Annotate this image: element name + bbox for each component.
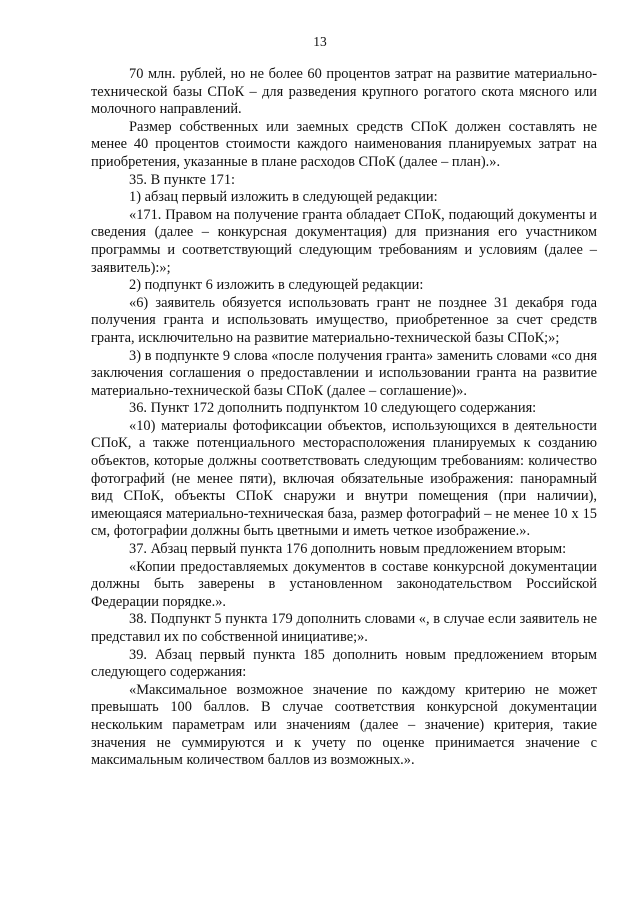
paragraph: 70 млн. рублей, но не более 60 процентов затрат на развитие материально-технической базы СПоК – для разведения крупного рогатого скота мясного или молочного направлений. [91,66,597,118]
paragraph: 36. Пункт 172 дополнить подпунктом 10 следующего содержания: [129,400,537,417]
paragraph: 37. Абзац первый пункта 176 дополнить новым предложением вторым: [129,541,567,558]
paragraph: 3) в подпункте 9 слова «после получения гранта» заменить словами «со дня заключения соглашения о предоставлении и использовании гранта на развитие материально-технической базы СПоК (далее – соглашение)». [91,347,597,399]
paragraph: 39. Абзац первый пункта 185 дополнить новым предложением вторым следующего содержания: [91,646,597,681]
paragraph: 1) абзац первый изложить в следующей редакции: [129,189,438,206]
paragraph: «Максимальное возможное значение по каждому критерию не может превышать 100 баллов. В случае соответствия конкурсной документации нескольким параметрам или значениям (далее – значение) критерия, такие значения не суммируются и к учету по оценке принимается значение с максимальным количеством баллов из возможных.». [91,681,597,769]
paragraph: «10) материалы фотофиксации объектов, использующихся в деятельности СПоК, а также потенциального месторасположения планируемых к созданию объектов, которые должны соответствовать следующим требованиям: количество фотографий (не менее пяти), включая обязательные изображения: панорамный вид СПоК, объекты СПоК снаружи и внутри помещения (при наличии), имеющаяся материально-техническая база, размер фотографий – не менее 10 х 15 см, фотографии должны быть цветными и иметь четкое изображение.». [91,417,597,540]
paragraph: 38. Подпункт 5 пункта 179 дополнить словами «, в случае если заявитель не представил их по собственной инициативе;». [91,611,597,645]
paragraph: «171. Правом на получение гранта обладает СПоК, подающий документы и сведения (далее – конкурсная документация) для признания его участником программы и соответствующий следующим требованиям и условиям (далее – заявитель):»; [91,206,597,276]
paragraph: 35. В пункте 171: [129,171,236,188]
paragraph: «6) заявитель обязуется использовать грант не позднее 31 декабря года получения гранта и использовать имущество, приобретенное за счет средств гранта, исключительно на развитие материально-технической базы СПоК;»; [91,294,597,346]
paragraph: Размер собственных или заемных средств СПоК должен составлять не менее 40 процентов стоимости каждого наименования планируемых затрат на приобретения, указанные в плане расходов СПоК (далее – план).». [91,118,597,170]
paragraph: 2) подпункт 6 изложить в следующей редакции: [129,277,424,294]
paragraph: «Копии предоставляемых документов в составе конкурсной документации должны быть заверены в установленном законодательством Российской Федерации порядке.». [91,558,597,610]
document-body [91,66,597,770]
page-number: 13 [313,34,327,49]
